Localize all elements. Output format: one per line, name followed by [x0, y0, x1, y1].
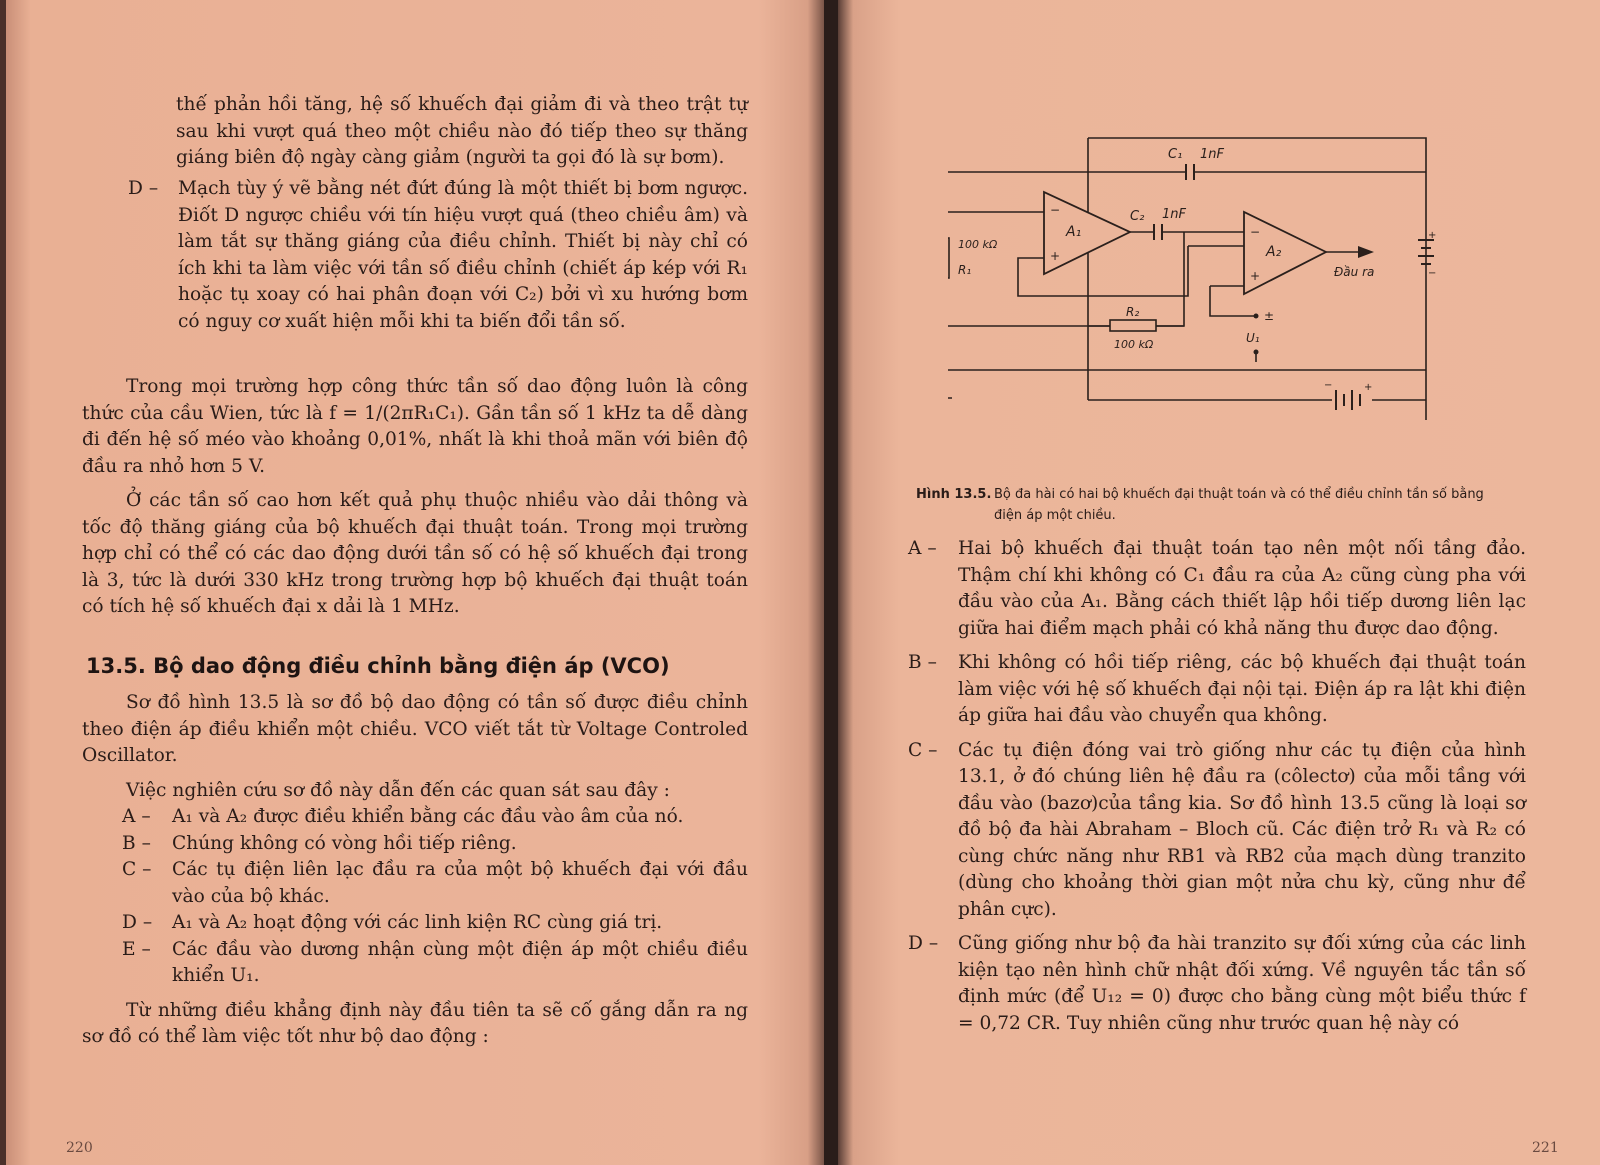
- list-item: [128, 176, 748, 335]
- c1-value: 1nF: [1200, 147, 1224, 162]
- battery-bottom-icon: [1336, 390, 1360, 410]
- item-label: A –: [122, 806, 151, 827]
- paragraph-wien: Trong mọi trường hợp công thức tần số dao động luôn là công thức của cầu Wien, tức là f = 1/(2πR₁C₁). Gần tần số 1 kHz ta dễ dàng đi đến hệ số méo vào khoảng 0,01%, nhất là khi thoả mãn với biên độ đầu ra nhỏ hơn 5 V.: [82, 376, 748, 477]
- battery-minus-sign: −: [1428, 268, 1437, 279]
- output-label: Đầu ra: [1334, 265, 1375, 279]
- section-heading: 13.5. Bộ dao động điều chỉnh bằng điện áp (VCO): [86, 654, 670, 678]
- resistor-r1-symbol: [948, 238, 949, 278]
- battery-bottom-minus-sign: −: [1324, 380, 1333, 391]
- r1-value: 100 kΩ: [958, 238, 998, 251]
- a2-plus-sign: +: [1250, 269, 1261, 283]
- right-body-text: [908, 536, 1526, 1037]
- r1-label: R₁: [958, 263, 972, 277]
- c1-label: C₁: [1168, 147, 1183, 162]
- caption-label: Hình 13.5.: [916, 487, 992, 502]
- item-text: Hai bộ khuếch đại thuật toán tạo nên một nối tầng đảo. Thậm chí khi không có C₁ đầu ra của A₂ cũng cùng pha với đầu vào của A₁. Bằng cách thiết lập hồi tiếp dương liên lạc giữa hai điểm mạch phải có khả năng thu được dao động.: [958, 538, 1526, 639]
- item-text: Cũng giống như bộ đa hài tranzito sự đối xứng của các linh kiện tạo nên hình chữ nhật đối xứng. Về nguyên tắc tần số định mức (để U₁₂ = 0) được cho bằng cùng một biểu thức f = 0,72 CR. Tuy nhiên cũng như trước quan hệ này có: [958, 933, 1526, 1034]
- item-label: D –: [908, 933, 939, 954]
- c2-value: 1nF: [1162, 207, 1186, 222]
- item-text: Các tụ điện đóng vai trò giống như các tụ điện của hình 13.1, ở đó chúng liên hệ đầu ra (côlectơ) của mỗi tầng với đầu vào (bazơ)của tầng kia. Sơ đồ hình 13.5 cũng là loại sơ đồ bộ đa hài Abraham – Bloch cũ. Các điện trở R₁ và R₂ có cùng chức năng như RB1 và RB2 của mạch dùng tranzito (dùng cho khoảng thời gian một nửa chu kỳ, cũng như để phân cực).: [958, 739, 1526, 920]
- item-text: Mạch tùy ý vẽ bằng nét đứt đúng là một thiết bị bơm ngược. Điốt D ngược chiều với tín hiệu vượt quá (theo chiều âm) và làm tắt sự thăng giáng của điều chỉnh. Thiết bị này chỉ có ích khi ta làm việc với tần số điều chỉnh (chiết áp kép với R₁ hoặc tụ xoay có hai phân đoạn với C₂) bởi vì xu hướng bơm có nguy cơ xuất hiện mỗi khi ta biến đổi tần số.: [178, 178, 748, 332]
- u1-terminal-bottom: [1254, 350, 1259, 355]
- c2-label: C₂: [1130, 209, 1145, 224]
- body-text-block-1: [82, 374, 748, 621]
- item-label: B –: [122, 832, 151, 854]
- item-label: D –: [128, 178, 159, 199]
- output-arrow-icon: [1358, 246, 1374, 258]
- paragraph-study: Việc nghiên cứu sơ đồ này dẫn đến các quan sát sau đây :: [126, 779, 670, 801]
- battery-plus-sign: +: [1428, 230, 1437, 241]
- caption-text: Bộ đa hài có hai bộ khuếch đại thuật toán và có thể điều chỉnh tần số bằng điện áp một chiều.: [994, 487, 1484, 523]
- paragraph-intro: Sơ đồ hình 13.5 là sơ đồ bộ dao động có tần số được điều chỉnh theo điện áp điều khiển một chiều. VCO viết tắt từ Voltage Controled Oscillator.: [82, 692, 748, 766]
- list-item: [908, 738, 1526, 924]
- a1-plus-sign: +: [1050, 249, 1061, 263]
- book-gutter: [824, 0, 838, 1165]
- list-item: [122, 910, 748, 937]
- capacitor-c1-symbol: [1186, 164, 1194, 180]
- figure-caption: [916, 484, 1516, 526]
- paragraph-high-freq: Ở các tần số cao hơn kết quả phụ thuộc nhiều vào dải thông và tốc độ thăng giáng của bộ khuếch đại thuật toán. Trong mọi trường hợp chỉ có thể có các dao động dưới tần số có hệ số khuếch đại trong là 3, tức là dưới 330 kHz trong trường hợp bộ khuếch đại thuật toán có tích hệ số khuếch đại x dải là 1 MHz.: [82, 490, 748, 617]
- item-text: Khi không có hồi tiếp riêng, các bộ khuếch đại thuật toán làm việc với hệ số khuếch đại nội tại. Điện áp ra lật khi điện áp giữa hai đầu vào chuyển qua không.: [958, 652, 1526, 726]
- item-label: C –: [122, 859, 152, 880]
- item-text: Chúng không có vòng hồi tiếp riêng.: [172, 832, 517, 854]
- item-label: E –: [122, 938, 151, 960]
- list-item: [908, 931, 1526, 1037]
- item-d-block: [128, 176, 748, 335]
- a1-label: A₁: [1066, 224, 1082, 240]
- item-text: A₁ và A₂ hoạt động với các linh kiện RC cùng giá trị.: [172, 912, 663, 933]
- resistor-r2-symbol: [1110, 320, 1156, 331]
- left-page: [6, 0, 824, 1165]
- u1-label: U₁: [1246, 331, 1260, 345]
- observation-list: [82, 804, 748, 990]
- page-number-right: 221: [1532, 1140, 1559, 1156]
- item-text: A₁ và A₂ được điều khiển bằng các đầu vào âm của nó.: [172, 806, 684, 827]
- list-item: [122, 857, 748, 910]
- a1-minus-sign: −: [1050, 203, 1061, 217]
- list-item: [122, 804, 748, 831]
- a2-minus-sign: −: [1250, 225, 1261, 239]
- item-text: Các đầu vào dương nhận cùng một điện áp một chiều điều khiển U₁.: [172, 938, 748, 986]
- paragraph-final: Từ những điều khẳng định này đầu tiên ta sẽ cố gắng dẫn ra ng sơ đồ có thể làm việc tốt như bộ dao động :: [82, 999, 748, 1047]
- list-item: [122, 831, 748, 858]
- continued-paragraph: thế phản hồi tăng, hệ số khuếch đại giảm đi và theo trật tự sau khi vượt quá theo một chiều nào đó tiếp theo sự thăng giáng biên độ ngày càng giảm (người ta gọi đó là sự bơm).: [176, 94, 748, 168]
- a2-label: A₂: [1266, 244, 1282, 260]
- item-text: Các tụ điện liên lạc đầu ra của một bộ khuếch đại với đầu vào của bộ khác.: [172, 859, 748, 907]
- battery-bottom-plus-sign: +: [1364, 382, 1373, 393]
- body-text-block-2: [82, 690, 748, 1051]
- item-label: A –: [908, 538, 937, 559]
- r2-value: 100 kΩ: [1114, 338, 1154, 351]
- list-item: [122, 937, 748, 990]
- r2-label: R₂: [1126, 305, 1140, 319]
- list-item: [908, 650, 1526, 730]
- item-label: C –: [908, 739, 938, 761]
- vco-circuit-diagram: [948, 130, 1468, 420]
- page-number-left: 220: [66, 1140, 93, 1156]
- item-label: B –: [908, 652, 937, 673]
- u1-polarity-sign: ±: [1264, 309, 1275, 323]
- continued-paragraph-block: [176, 92, 748, 172]
- circuit-wires: [948, 138, 1426, 420]
- u1-terminal-top: [1254, 314, 1259, 319]
- list-item: [908, 536, 1526, 642]
- item-label: D –: [122, 912, 153, 933]
- capacitor-c2-symbol: [1154, 224, 1162, 240]
